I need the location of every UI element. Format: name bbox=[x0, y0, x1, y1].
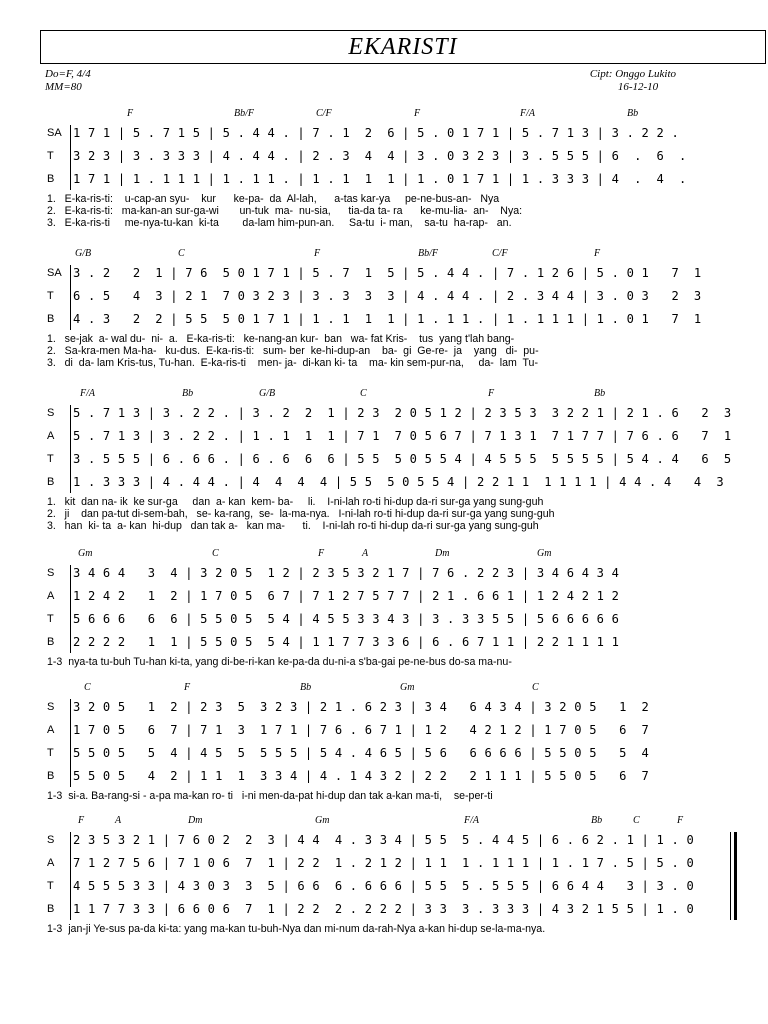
chord-symbol: F bbox=[488, 388, 495, 399]
note-sequence: 5 . 7 1 3 | 3 . 2 2 . | 3 . 2 2 1 | 2 3 2 0 5 1 2 | 2 3 5 3 3 2 2 1 | 2 1 . 6 2 3 bbox=[73, 406, 732, 420]
voice-row bbox=[0, 404, 768, 426]
note-sequence: 5 . 7 1 3 | 3 . 2 2 . | 1 . 1 1 1 | 7 1 7 0 5 6 7 | 7 1 3 1 7 1 7 7 | 7 6 . 6 7 1 bbox=[73, 429, 732, 443]
final-barline-thin bbox=[730, 832, 731, 920]
staff-start-barline bbox=[70, 265, 71, 330]
note-sequence: 7 1 2 7 5 6 | 7 1 0 6 7 1 | 2 2 1 . 2 1 2 | 1 1 1 . 1 1 1 | 1 . 1 7 . 5 | 5 . 0 bbox=[73, 856, 694, 870]
note-sequence: 4 . 3 2 2 | 5 5 5 0 1 7 1 | 1 . 1 1 1 | 1 . 1 1 . | 1 . 1 1 1 | 1 . 0 1 7 1 bbox=[73, 312, 702, 326]
note-sequence: 3 2 3 | 3 . 3 3 3 | 4 . 4 4 . | 2 . 3 4 4 | 3 . 0 3 2 3 | 3 . 5 5 5 | 6 . 6 . bbox=[73, 149, 687, 163]
chord-line bbox=[0, 388, 768, 402]
note-sequence: 1 7 1 | 1 . 1 1 1 | 1 . 1 1 . | 1 . 1 1 1 | 1 . 0 1 7 1 | 1 . 3 3 3 | 4 . 4 . bbox=[73, 172, 687, 186]
title-box bbox=[40, 30, 766, 64]
chord-symbol: C bbox=[532, 682, 539, 693]
chord-line bbox=[0, 108, 768, 122]
chord-line bbox=[0, 682, 768, 696]
chord-symbol: Gm bbox=[315, 815, 330, 826]
chord-symbol: F bbox=[677, 815, 684, 826]
voice-label: B bbox=[47, 313, 55, 325]
final-barline-thick bbox=[734, 832, 737, 920]
voice-label: B bbox=[47, 903, 55, 915]
lyric-line: 1-3 nya-ta tu-buh Tu-han ki-ta, yang di-be-ri-kan ke-pa-da du-ni-a s'ba-gai pe-ne-bus do-sa ma-nu- bbox=[47, 656, 512, 668]
staff-start-barline bbox=[70, 405, 71, 493]
lyric-line: 2. Sa-kra-men Ma-ha- ku-dus. E-ka-ris-ti: sum- ber ke-hi-dup-an ba- gi Ge-re- ja yang di- pu- bbox=[47, 345, 539, 357]
voice-row bbox=[0, 900, 768, 922]
tempo-marking: MM=80 bbox=[45, 81, 82, 93]
voice-label: A bbox=[47, 857, 55, 869]
voice-label: B bbox=[47, 476, 55, 488]
voice-label: SA bbox=[47, 127, 62, 139]
chord-symbol: F bbox=[314, 248, 321, 259]
chord-symbol: Bb/F bbox=[234, 108, 254, 119]
voice-row bbox=[0, 721, 768, 743]
chord-symbol: Bb/F bbox=[418, 248, 438, 259]
song-info-right bbox=[590, 68, 676, 94]
voice-row bbox=[0, 287, 768, 309]
chord-symbol: F/A bbox=[80, 388, 95, 399]
chord-symbol: Gm bbox=[400, 682, 415, 693]
chord-symbol: Bb bbox=[627, 108, 639, 119]
lyric-line: 1. se-jak a- wal du- ni- a. E-ka-ris-ti: ke-nang-an kur- ban wa- fat Kris- tus yang t'lah bang- bbox=[47, 333, 515, 345]
note-sequence: 5 6 6 6 6 6 | 5 5 0 5 5 4 | 4 5 5 3 3 4 3 | 3 . 3 3 5 5 | 5 6 6 6 6 6 bbox=[73, 612, 620, 626]
staff-start-barline bbox=[70, 832, 71, 920]
chord-symbol: F bbox=[127, 108, 134, 119]
voice-row bbox=[0, 450, 768, 472]
chord-symbol: C bbox=[633, 815, 640, 826]
chord-symbol: A bbox=[115, 815, 122, 826]
song-title: EKARISTI bbox=[348, 34, 458, 60]
note-sequence: 1 1 7 7 3 3 | 6 6 0 6 7 1 | 2 2 2 . 2 2 2 | 3 3 3 . 3 3 3 | 4 3 2 1 5 5 | 1 . 0 bbox=[73, 902, 694, 916]
chord-symbol: G/B bbox=[259, 388, 276, 399]
voice-label: T bbox=[47, 747, 54, 759]
voice-label: B bbox=[47, 173, 55, 185]
lyric-line: 1-3 jan-ji Ye-sus pa-da ki-ta: yang ma-kan tu-buh-Nya dan mi-num da-rah-Nya a-kan hi-dup se-la-ma-nya. bbox=[47, 923, 546, 935]
lyric-line: 3. han ki- ta a- kan hi-dup dan tak a- kan ma- ti. I-ni-lah ro-ti hi-dup da-ri sur-ga yang sung-guh bbox=[47, 520, 539, 532]
voice-label: A bbox=[47, 590, 55, 602]
voice-label: A bbox=[47, 430, 55, 442]
voice-row bbox=[0, 310, 768, 332]
note-sequence: 6 . 5 4 3 | 2 1 7 0 3 2 3 | 3 . 3 3 3 | 4 . 4 4 . | 2 . 3 4 4 | 3 . 0 3 2 3 bbox=[73, 289, 702, 303]
voice-label: A bbox=[47, 724, 55, 736]
voice-row bbox=[0, 264, 768, 286]
chord-symbol: F bbox=[184, 682, 191, 693]
voice-label: B bbox=[47, 636, 55, 648]
song-info-left bbox=[45, 68, 91, 94]
voice-label: T bbox=[47, 453, 54, 465]
lyric-line: 3. E-ka-ris-ti me-nya-tu-kan ki-ta da-lam him-pun-an. Sa-tu i- man, sa-tu ha-rap- an. bbox=[47, 217, 512, 229]
chord-symbol: Bb bbox=[182, 388, 194, 399]
chord-symbol: F bbox=[594, 248, 601, 259]
voice-row bbox=[0, 854, 768, 876]
voice-label: SA bbox=[47, 267, 62, 279]
voice-label: S bbox=[47, 834, 55, 846]
chord-line bbox=[0, 815, 768, 829]
voice-row bbox=[0, 564, 768, 586]
note-sequence: 3 . 2 2 1 | 7 6 5 0 1 7 1 | 5 . 7 1 5 | 5 . 4 4 . | 7 . 1 2 6 | 5 . 0 1 7 1 bbox=[73, 266, 702, 280]
chord-symbol: C/F bbox=[492, 248, 508, 259]
voice-row bbox=[0, 473, 768, 495]
note-sequence: 3 . 5 5 5 | 6 . 6 6 . | 6 . 6 6 6 | 5 5 5 0 5 5 4 | 4 5 5 5 5 5 5 5 | 5 4 . 4 6 5 bbox=[73, 452, 732, 466]
voice-row bbox=[0, 698, 768, 720]
lyric-line: 1. kit dan na- ik ke sur-ga dan a- kan kem- ba- li. I-ni-lah ro-ti hi-dup da-ri sur-ga yang sung-guh bbox=[47, 496, 544, 508]
chord-line bbox=[0, 248, 768, 262]
voice-label: S bbox=[47, 567, 55, 579]
note-sequence: 1 7 1 | 5 . 7 1 5 | 5 . 4 4 . | 7 . 1 2 6 | 5 . 0 1 7 1 | 5 . 7 1 3 | 3 . 2 2 . bbox=[73, 126, 679, 140]
chord-symbol: F bbox=[414, 108, 421, 119]
chord-symbol: Gm bbox=[78, 548, 93, 559]
note-sequence: 2 3 5 3 2 1 | 7 6 0 2 2 3 | 4 4 4 . 3 3 4 | 5 5 5 . 4 4 5 | 6 . 6 2 . 1 | 1 . 0 bbox=[73, 833, 694, 847]
staff-start-barline bbox=[70, 699, 71, 787]
chord-line bbox=[0, 548, 768, 562]
chord-symbol: C bbox=[360, 388, 367, 399]
chord-symbol: F bbox=[318, 548, 325, 559]
note-sequence: 3 4 6 4 3 4 | 3 2 0 5 1 2 | 2 3 5 3 2 1 7 | 7 6 . 2 2 3 | 3 4 6 4 3 4 bbox=[73, 566, 620, 580]
note-sequence: 5 5 0 5 4 2 | 1 1 1 3 3 4 | 4 . 1 4 3 2 | 2 2 2 1 1 1 | 5 5 0 5 6 7 bbox=[73, 769, 650, 783]
voice-row bbox=[0, 170, 768, 192]
note-sequence: 5 5 0 5 5 4 | 4 5 5 5 5 5 | 5 4 . 4 6 5 | 5 6 6 6 6 6 | 5 5 0 5 5 4 bbox=[73, 746, 650, 760]
voice-row bbox=[0, 147, 768, 169]
chord-symbol: Dm bbox=[435, 548, 450, 559]
note-sequence: 4 5 5 5 3 3 | 4 3 0 3 3 5 | 6 6 6 . 6 6 6 | 5 5 5 . 5 5 5 | 6 6 4 4 3 | 3 . 0 bbox=[73, 879, 694, 893]
lyric-line: 2. E-ka-ris-ti: ma-kan-an sur-ga-wi un-tuk ma- nu-sia, tia-da ta- ra ke-mu-lia- an- Nya: bbox=[47, 205, 523, 217]
voice-row bbox=[0, 877, 768, 899]
chord-symbol: C bbox=[84, 682, 91, 693]
voice-row bbox=[0, 831, 768, 853]
voice-row bbox=[0, 587, 768, 609]
lyric-line: 2. ji dan pa-tut di-sem-bah, se- ka-rang, se- la-ma-nya. I-ni-lah ro-ti hi-dup da-ri sur-ga yang sung-guh bbox=[47, 508, 555, 520]
voice-label: B bbox=[47, 770, 55, 782]
chord-symbol: Dm bbox=[188, 815, 203, 826]
note-sequence: 3 2 0 5 1 2 | 2 3 5 3 2 3 | 2 1 . 6 2 3 | 3 4 6 4 3 4 | 3 2 0 5 1 2 bbox=[73, 700, 650, 714]
chord-symbol: A bbox=[362, 548, 369, 559]
chord-symbol: Bb bbox=[594, 388, 606, 399]
voice-row bbox=[0, 633, 768, 655]
chord-symbol: F/A bbox=[520, 108, 535, 119]
chord-symbol: Gm bbox=[537, 548, 552, 559]
voice-label: S bbox=[47, 407, 55, 419]
chord-symbol: F bbox=[78, 815, 85, 826]
voice-label: T bbox=[47, 613, 54, 625]
lyric-line: 3. di da- lam Kris-tus, Tu-han. E-ka-ris-ti men- ja- di-kan ki- ta ma- kin sem-pur-na, da- lam Tu- bbox=[47, 357, 538, 369]
voice-row bbox=[0, 427, 768, 449]
voice-label: T bbox=[47, 290, 54, 302]
chord-symbol: Bb bbox=[591, 815, 603, 826]
voice-row bbox=[0, 767, 768, 789]
voice-row bbox=[0, 610, 768, 632]
key-signature: Do=F, 4/4 bbox=[45, 68, 91, 80]
composition-date: 16-12-10 bbox=[617, 81, 659, 93]
composer-credit: Cipt: Onggo Lukito bbox=[589, 68, 676, 80]
chord-symbol: F/A bbox=[464, 815, 479, 826]
lyric-line: 1-3 si-a. Ba-rang-si - a-pa ma-kan ro- ti i-ni men-da-pat hi-dup dan tak a-kan ma-ti, se-per-ti bbox=[47, 790, 493, 802]
voice-label: S bbox=[47, 701, 55, 713]
chord-symbol: Bb bbox=[300, 682, 312, 693]
note-sequence: 1 2 4 2 1 2 | 1 7 0 5 6 7 | 7 1 2 7 5 7 7 | 2 1 . 6 6 1 | 1 2 4 2 1 2 bbox=[73, 589, 620, 603]
note-sequence: 2 2 2 2 1 1 | 5 5 0 5 5 4 | 1 1 7 7 3 3 6 | 6 . 6 7 1 1 | 2 2 1 1 1 1 bbox=[73, 635, 620, 649]
staff-start-barline bbox=[70, 125, 71, 190]
chord-symbol: G/B bbox=[75, 248, 92, 259]
chord-symbol: C/F bbox=[316, 108, 332, 119]
chord-symbol: C bbox=[212, 548, 219, 559]
staff-start-barline bbox=[70, 565, 71, 653]
note-sequence: 1 . 3 3 3 | 4 . 4 4 . | 4 4 4 4 | 5 5 5 0 5 5 4 | 2 2 1 1 1 1 1 1 | 4 4 . 4 4 3 bbox=[73, 475, 724, 489]
note-sequence: 1 7 0 5 6 7 | 7 1 3 1 7 1 | 7 6 . 6 7 1 | 1 2 4 2 1 2 | 1 7 0 5 6 7 bbox=[73, 723, 650, 737]
voice-row bbox=[0, 124, 768, 146]
voice-row bbox=[0, 744, 768, 766]
voice-label: T bbox=[47, 150, 54, 162]
lyric-line: 1. E-ka-ris-ti: u-cap-an syu- kur ke-pa- da Al-lah, a-tas kar-ya pe-ne-bus-an- Nya bbox=[47, 193, 500, 205]
chord-symbol: C bbox=[178, 248, 185, 259]
voice-label: T bbox=[47, 880, 54, 892]
